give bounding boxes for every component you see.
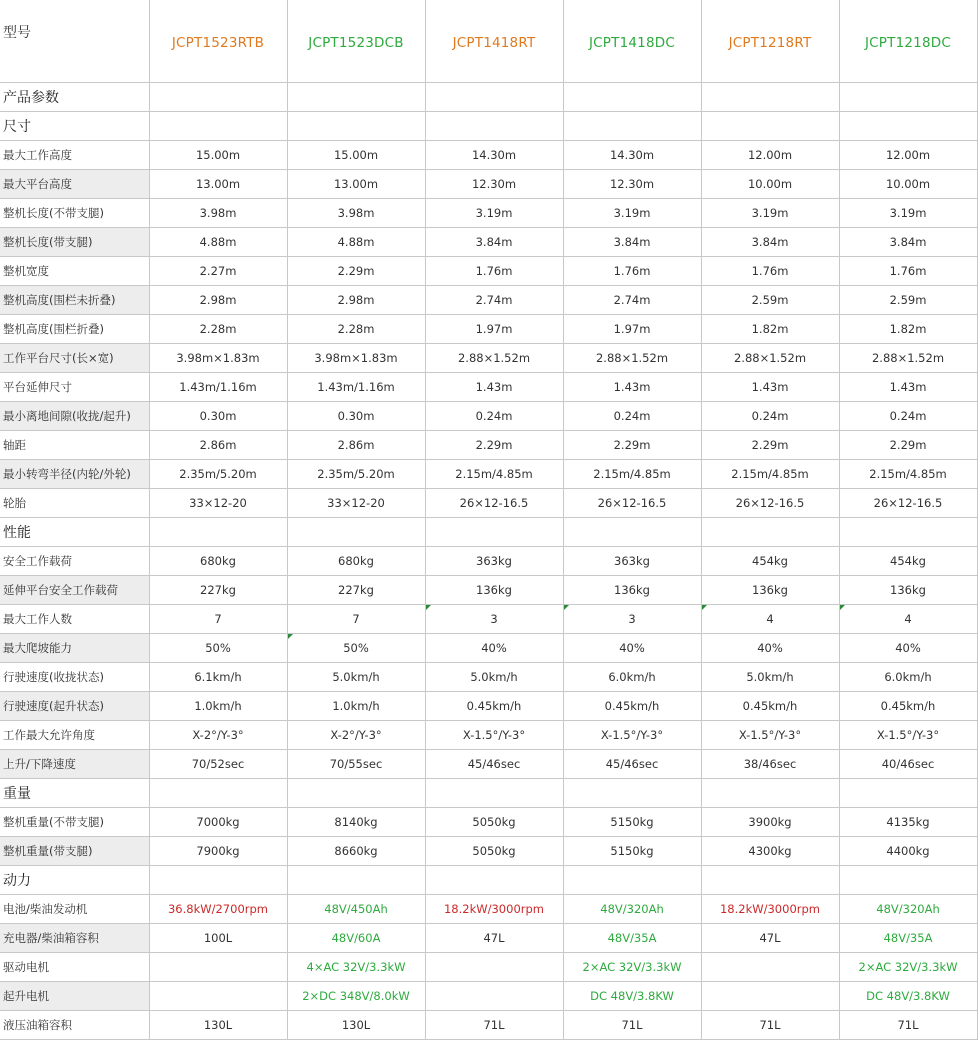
spec-value: 47L	[701, 924, 839, 953]
section-weight	[0, 779, 977, 808]
spec-value: X-1.5°/Y-3°	[425, 721, 563, 750]
spec-value: 5150kg	[563, 837, 701, 866]
spec-value: 2.15m/4.85m	[425, 460, 563, 489]
spec-value: 5.0km/h	[425, 663, 563, 692]
spec-value: 227kg	[287, 576, 425, 605]
spec-row	[0, 199, 977, 228]
empty-cell	[701, 866, 839, 895]
spec-value: 18.2kW/3000rpm	[701, 895, 839, 924]
empty-cell	[563, 779, 701, 808]
spec-row	[0, 982, 977, 1011]
spec-value: 70/55sec	[287, 750, 425, 779]
section-performance	[0, 518, 977, 547]
spec-value: 71L	[425, 1011, 563, 1040]
spec-value: 3.98m×1.83m	[287, 344, 425, 373]
spec-value: 3.84m	[701, 228, 839, 257]
empty-cell	[701, 779, 839, 808]
spec-value: 2.59m	[701, 286, 839, 315]
spec-value: 36.8kW/2700rpm	[149, 895, 287, 924]
empty-cell	[149, 779, 287, 808]
spec-value: 2.15m/4.85m	[839, 460, 977, 489]
spec-value: 71L	[563, 1011, 701, 1040]
spec-value: X-1.5°/Y-3°	[701, 721, 839, 750]
empty-cell	[287, 112, 425, 141]
spec-row	[0, 257, 977, 286]
spec-row	[0, 837, 977, 866]
spec-value: 1.76m	[839, 257, 977, 286]
spec-value: 3.98m×1.83m	[149, 344, 287, 373]
empty-cell	[563, 866, 701, 895]
spec-value: 15.00m	[287, 141, 425, 170]
spec-row	[0, 228, 977, 257]
spec-row	[0, 402, 977, 431]
spec-value: 2.15m/4.85m	[563, 460, 701, 489]
section-params	[0, 83, 977, 112]
spec-row	[0, 605, 977, 634]
spec-value: 48V/60A	[287, 924, 425, 953]
spec-value: 10.00m	[839, 170, 977, 199]
spec-value: 3.19m	[701, 199, 839, 228]
empty-cell	[287, 518, 425, 547]
spec-label: 最小离地间隙(收拢/起升)	[0, 402, 149, 431]
spec-label: 整机高度(围栏未折叠)	[0, 286, 149, 315]
spec-row	[0, 895, 977, 924]
spec-value	[701, 982, 839, 1011]
spec-value: 6.0km/h	[563, 663, 701, 692]
spec-value: 100L	[149, 924, 287, 953]
spec-value: 1.0km/h	[287, 692, 425, 721]
spec-value: 1.76m	[563, 257, 701, 286]
spec-value: 14.30m	[425, 141, 563, 170]
spec-value: 0.24m	[563, 402, 701, 431]
spec-value: 2.28m	[287, 315, 425, 344]
empty-cell	[425, 518, 563, 547]
spec-value: 0.24m	[839, 402, 977, 431]
spec-value: 7000kg	[149, 808, 287, 837]
spec-value: DC 48V/3.8KW	[839, 982, 977, 1011]
empty-cell	[425, 866, 563, 895]
spec-value: 0.45km/h	[701, 692, 839, 721]
spec-value: 40/46sec	[839, 750, 977, 779]
spec-value: 4135kg	[839, 808, 977, 837]
spec-value: 136kg	[701, 576, 839, 605]
empty-cell	[149, 518, 287, 547]
empty-cell	[149, 83, 287, 112]
spec-value: 47L	[425, 924, 563, 953]
spec-value: 136kg	[425, 576, 563, 605]
spec-value: 2.74m	[425, 286, 563, 315]
spec-value: 4.88m	[287, 228, 425, 257]
spec-value: 136kg	[839, 576, 977, 605]
spec-value: 2.29m	[701, 431, 839, 460]
spec-value: 48V/35A	[563, 924, 701, 953]
spec-value: 3	[425, 605, 563, 634]
spec-value: 33×12-20	[149, 489, 287, 518]
spec-value: 1.43m	[563, 373, 701, 402]
spec-row	[0, 924, 977, 953]
empty-cell	[563, 112, 701, 141]
spec-row	[0, 431, 977, 460]
spec-label: 工作最大允许角度	[0, 721, 149, 750]
empty-cell	[839, 112, 977, 141]
spec-value: 454kg	[839, 547, 977, 576]
spec-value: 26×12-16.5	[839, 489, 977, 518]
spec-value	[149, 982, 287, 1011]
spec-value: 5.0km/h	[701, 663, 839, 692]
spec-value: 6.0km/h	[839, 663, 977, 692]
spec-value: 0.45km/h	[425, 692, 563, 721]
spec-value: 45/46sec	[563, 750, 701, 779]
spec-value: 26×12-16.5	[425, 489, 563, 518]
spec-row	[0, 344, 977, 373]
spec-value: 3.19m	[425, 199, 563, 228]
spec-value: 2.74m	[563, 286, 701, 315]
spec-value: 70/52sec	[149, 750, 287, 779]
spec-value: 5050kg	[425, 837, 563, 866]
empty-cell	[149, 112, 287, 141]
spec-value: 40%	[839, 634, 977, 663]
spec-value: 454kg	[701, 547, 839, 576]
spec-value: 4×AC 32V/3.3kW	[287, 953, 425, 982]
spec-value: 227kg	[149, 576, 287, 605]
spec-value: 13.00m	[149, 170, 287, 199]
spec-label: 上升/下降速度	[0, 750, 149, 779]
spec-value: 38/46sec	[701, 750, 839, 779]
spec-value: 2.88×1.52m	[839, 344, 977, 373]
empty-cell	[701, 518, 839, 547]
spec-value: 48V/320Ah	[839, 895, 977, 924]
spec-value: 136kg	[563, 576, 701, 605]
spec-value: 7900kg	[149, 837, 287, 866]
spec-value: 2×AC 32V/3.3kW	[563, 953, 701, 982]
model-name: JCPT1523DCB	[287, 0, 425, 83]
empty-cell	[287, 779, 425, 808]
spec-value: 3.84m	[563, 228, 701, 257]
spec-value: 3.19m	[563, 199, 701, 228]
spec-value: 45/46sec	[425, 750, 563, 779]
spec-label: 行驶速度(起升状态)	[0, 692, 149, 721]
section-size	[0, 112, 977, 141]
spec-value: 18.2kW/3000rpm	[425, 895, 563, 924]
spec-value: 2.98m	[287, 286, 425, 315]
spec-row	[0, 692, 977, 721]
spec-value: X-2°/Y-3°	[149, 721, 287, 750]
spec-label: 最大工作高度	[0, 141, 149, 170]
spec-value: 0.24m	[425, 402, 563, 431]
spec-value: 12.00m	[839, 141, 977, 170]
empty-cell	[839, 83, 977, 112]
spec-label: 电池/柴油发动机	[0, 895, 149, 924]
empty-cell	[701, 83, 839, 112]
spec-value: 4400kg	[839, 837, 977, 866]
spec-label: 整机长度(带支腿)	[0, 228, 149, 257]
empty-cell	[287, 83, 425, 112]
spec-value: 26×12-16.5	[701, 489, 839, 518]
spec-row	[0, 489, 977, 518]
spec-label: 整机重量(带支腿)	[0, 837, 149, 866]
spec-value: 1.43m/1.16m	[149, 373, 287, 402]
spec-value: 5050kg	[425, 808, 563, 837]
empty-cell	[701, 112, 839, 141]
spec-value: 2.86m	[287, 431, 425, 460]
spec-label: 整机高度(围栏折叠)	[0, 315, 149, 344]
model-name: JCPT1523RTB	[149, 0, 287, 83]
spec-value: 2.29m	[563, 431, 701, 460]
spec-value: 12.00m	[701, 141, 839, 170]
spec-label: 起升电机	[0, 982, 149, 1011]
spec-value: 363kg	[563, 547, 701, 576]
spec-value: 0.24m	[701, 402, 839, 431]
model-name: JCPT1418DC	[563, 0, 701, 83]
spec-label: 最大工作人数	[0, 605, 149, 634]
spec-row	[0, 170, 977, 199]
spec-value: 12.30m	[425, 170, 563, 199]
empty-cell	[425, 83, 563, 112]
spec-value: 130L	[149, 1011, 287, 1040]
spec-value: 26×12-16.5	[563, 489, 701, 518]
model-name: JCPT1218RT	[701, 0, 839, 83]
spec-label: 延伸平台安全工作载荷	[0, 576, 149, 605]
spec-value: 1.76m	[701, 257, 839, 286]
spec-value: 2.86m	[149, 431, 287, 460]
spec-value: 0.30m	[149, 402, 287, 431]
spec-value: 2.15m/4.85m	[701, 460, 839, 489]
comment-marker-icon	[426, 605, 431, 610]
spec-value: X-2°/Y-3°	[287, 721, 425, 750]
empty-cell	[563, 518, 701, 547]
spec-value: 50%	[287, 634, 425, 663]
spec-value: 33×12-20	[287, 489, 425, 518]
spec-value: 1.76m	[425, 257, 563, 286]
spec-value: 1.43m	[701, 373, 839, 402]
empty-cell	[287, 866, 425, 895]
spec-value: 1.97m	[563, 315, 701, 344]
spec-value: 2.88×1.52m	[701, 344, 839, 373]
spec-value: 1.82m	[701, 315, 839, 344]
spec-value: 3.98m	[149, 199, 287, 228]
spec-value: 3900kg	[701, 808, 839, 837]
spec-label: 充电器/柴油箱容积	[0, 924, 149, 953]
spec-value: 363kg	[425, 547, 563, 576]
spec-value: 0.45km/h	[563, 692, 701, 721]
empty-cell	[425, 112, 563, 141]
spec-value: 4.88m	[149, 228, 287, 257]
spec-value: 71L	[839, 1011, 977, 1040]
spec-label: 最大爬坡能力	[0, 634, 149, 663]
section-title: 尺寸	[0, 112, 149, 141]
spec-value: 2.29m	[425, 431, 563, 460]
spec-value: 5150kg	[563, 808, 701, 837]
spec-row	[0, 547, 977, 576]
spec-value: 1.0km/h	[149, 692, 287, 721]
spec-label: 液压油箱容积	[0, 1011, 149, 1040]
spec-value: 2.27m	[149, 257, 287, 286]
spec-label: 驱动电机	[0, 953, 149, 982]
spec-value: 40%	[563, 634, 701, 663]
spec-value: 4300kg	[701, 837, 839, 866]
spec-row	[0, 576, 977, 605]
spec-value: 6.1km/h	[149, 663, 287, 692]
spec-label: 最小转弯半径(内轮/外轮)	[0, 460, 149, 489]
spec-label: 行驶速度(收拢状态)	[0, 663, 149, 692]
spec-label: 整机重量(不带支腿)	[0, 808, 149, 837]
empty-cell	[149, 866, 287, 895]
spec-value: X-1.5°/Y-3°	[839, 721, 977, 750]
spec-value	[425, 953, 563, 982]
spec-row	[0, 1011, 977, 1040]
spec-row	[0, 286, 977, 315]
model-name: JCPT1418RT	[425, 0, 563, 83]
spec-row	[0, 750, 977, 779]
spec-value: 3.19m	[839, 199, 977, 228]
spec-value: 14.30m	[563, 141, 701, 170]
spec-value: 1.43m/1.16m	[287, 373, 425, 402]
spec-value: 4	[839, 605, 977, 634]
spec-label: 平台延伸尺寸	[0, 373, 149, 402]
section-title: 性能	[0, 518, 149, 547]
spec-value: 2.98m	[149, 286, 287, 315]
spec-row	[0, 663, 977, 692]
spec-value: 1.97m	[425, 315, 563, 344]
spec-value	[701, 953, 839, 982]
spec-value: 7	[149, 605, 287, 634]
spec-value: 1.43m	[839, 373, 977, 402]
comment-marker-icon	[564, 605, 569, 610]
spec-value: 130L	[287, 1011, 425, 1040]
spec-value: DC 48V/3.8KW	[563, 982, 701, 1011]
spec-value: X-1.5°/Y-3°	[563, 721, 701, 750]
spec-value: 48V/450Ah	[287, 895, 425, 924]
spec-value	[149, 953, 287, 982]
spec-row	[0, 808, 977, 837]
spec-value: 2.59m	[839, 286, 977, 315]
comment-marker-icon	[288, 634, 293, 639]
spec-value: 50%	[149, 634, 287, 663]
spec-label: 轴距	[0, 431, 149, 460]
spec-value: 40%	[425, 634, 563, 663]
spec-value: 680kg	[287, 547, 425, 576]
spec-value: 8660kg	[287, 837, 425, 866]
spec-row	[0, 373, 977, 402]
spec-label: 整机宽度	[0, 257, 149, 286]
spec-label: 安全工作载荷	[0, 547, 149, 576]
spec-value: 12.30m	[563, 170, 701, 199]
spec-value: 8140kg	[287, 808, 425, 837]
spec-row	[0, 141, 977, 170]
spec-value: 2×AC 32V/3.3kW	[839, 953, 977, 982]
model-header-row	[0, 0, 977, 83]
empty-cell	[839, 866, 977, 895]
empty-cell	[839, 779, 977, 808]
spec-value: 4	[701, 605, 839, 634]
spec-value: 3.98m	[287, 199, 425, 228]
spec-value: 3	[563, 605, 701, 634]
spec-label: 轮胎	[0, 489, 149, 518]
spec-row	[0, 634, 977, 663]
empty-cell	[563, 83, 701, 112]
spec-value: 0.30m	[287, 402, 425, 431]
spec-value: 48V/320Ah	[563, 895, 701, 924]
spec-label: 工作平台尺寸(长×宽)	[0, 344, 149, 373]
spec-value: 7	[287, 605, 425, 634]
spec-value: 1.82m	[839, 315, 977, 344]
spec-value: 10.00m	[701, 170, 839, 199]
model-name: JCPT1218DC	[839, 0, 977, 83]
comment-marker-icon	[840, 605, 845, 610]
spec-row	[0, 721, 977, 750]
spec-value: 48V/35A	[839, 924, 977, 953]
spec-value: 2.35m/5.20m	[149, 460, 287, 489]
spec-row	[0, 953, 977, 982]
spec-value: 2.28m	[149, 315, 287, 344]
spec-value: 71L	[701, 1011, 839, 1040]
model-label: 型号	[0, 0, 149, 83]
section-title: 动力	[0, 866, 149, 895]
spec-label: 最大平台高度	[0, 170, 149, 199]
spec-value: 680kg	[149, 547, 287, 576]
spec-value: 0.45km/h	[839, 692, 977, 721]
section-title: 重量	[0, 779, 149, 808]
section-power	[0, 866, 977, 895]
spec-value: 40%	[701, 634, 839, 663]
spec-value: 2.88×1.52m	[563, 344, 701, 373]
spec-value: 2.29m	[287, 257, 425, 286]
spec-value: 2.29m	[839, 431, 977, 460]
spec-value: 3.84m	[839, 228, 977, 257]
empty-cell	[839, 518, 977, 547]
comment-marker-icon	[702, 605, 707, 610]
empty-cell	[425, 779, 563, 808]
section-title: 产品参数	[0, 83, 149, 112]
spec-row	[0, 315, 977, 344]
spec-value	[425, 982, 563, 1011]
spec-value: 15.00m	[149, 141, 287, 170]
spec-value: 3.84m	[425, 228, 563, 257]
spec-label: 整机长度(不带支腿)	[0, 199, 149, 228]
spec-value: 13.00m	[287, 170, 425, 199]
spec-value: 2.35m/5.20m	[287, 460, 425, 489]
spec-value: 2.88×1.52m	[425, 344, 563, 373]
spec-value: 2×DC 348V/8.0kW	[287, 982, 425, 1011]
spec-value: 1.43m	[425, 373, 563, 402]
spec-value: 5.0km/h	[287, 663, 425, 692]
spec-row	[0, 460, 977, 489]
